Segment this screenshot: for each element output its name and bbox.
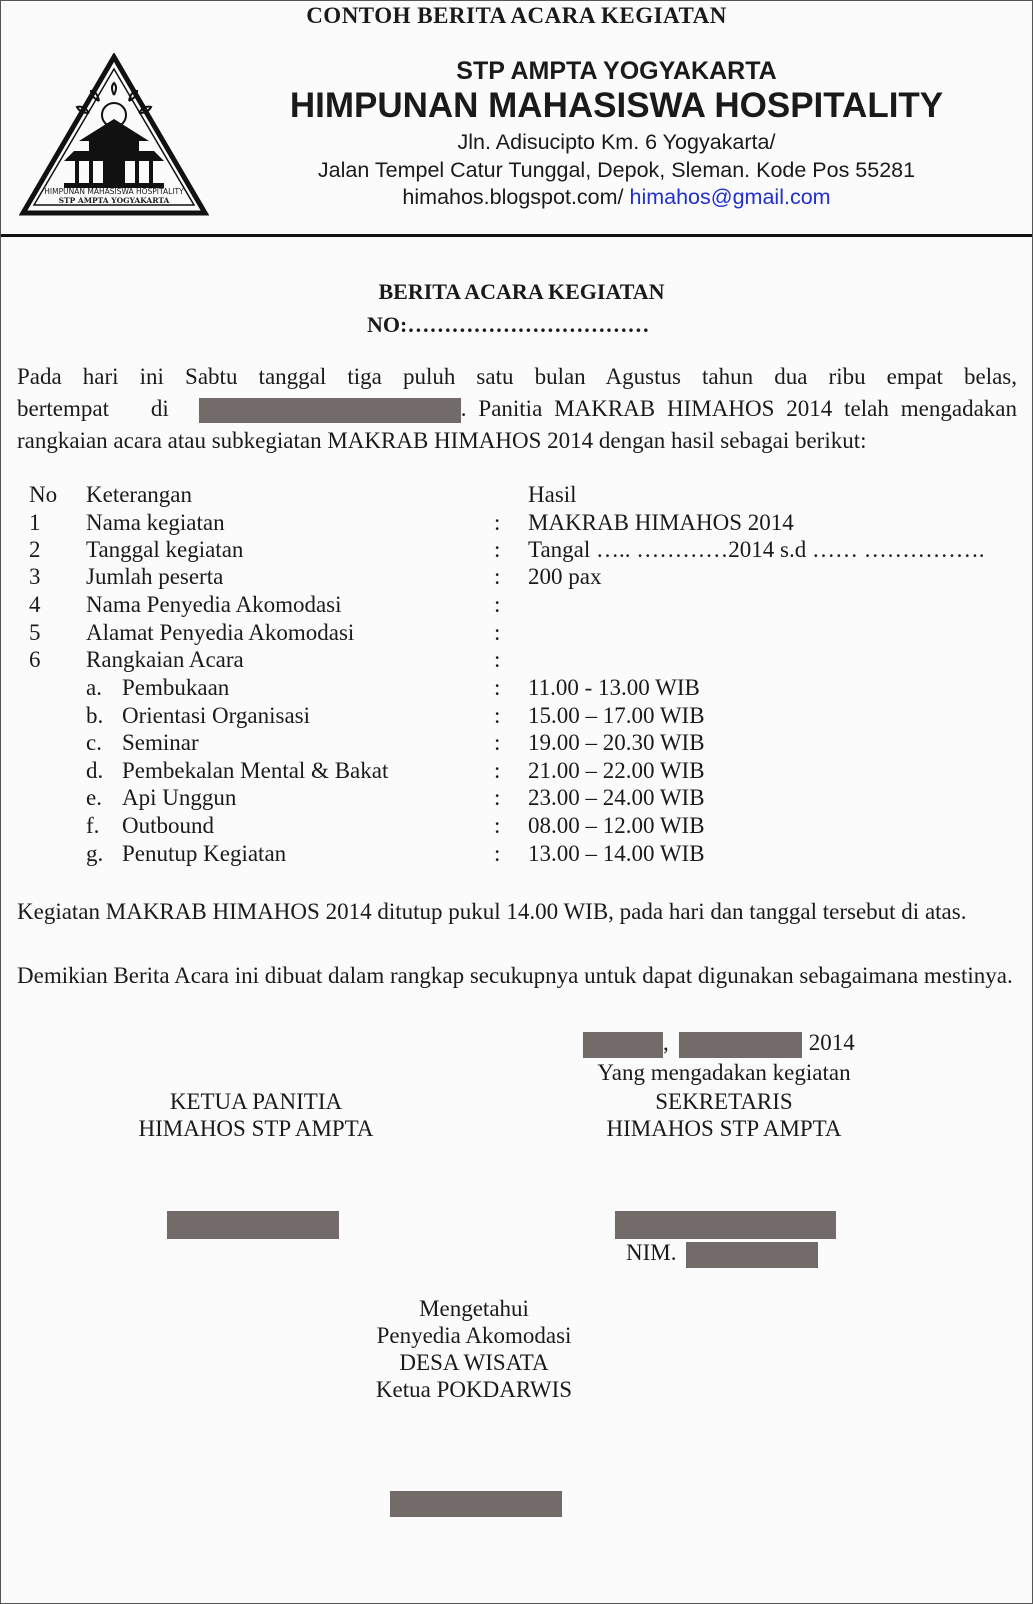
institution-name: STP AMPTA YOGYAKARTA: [456, 57, 777, 85]
schedule-item: [1, 730, 1032, 757]
row-colon: :: [494, 564, 501, 589]
ack-signature-name-redaction: [390, 1491, 562, 1517]
item-time: 21.00 – 22.00 WIB: [528, 758, 705, 783]
item-colon: :: [494, 675, 501, 700]
ack-line-2: Penyedia Akomodasi: [376, 1323, 572, 1348]
schedule-item: [1, 841, 1032, 868]
header-no: No: [29, 482, 58, 507]
item-time: 08.00 – 12.00 WIB: [528, 813, 705, 838]
item-letter: c.: [86, 730, 102, 755]
schedule-item: [1, 785, 1032, 812]
item-time: 23.00 – 24.00 WIB: [528, 785, 705, 810]
item-label: Api Unggun: [122, 785, 237, 810]
row-keterangan: Jumlah peserta: [86, 564, 224, 589]
table-row: [1, 564, 1032, 591]
nim-line: [626, 1240, 818, 1268]
item-label: Orientasi Organisasi: [122, 703, 311, 728]
item-colon: :: [494, 813, 501, 838]
location-redaction: [199, 398, 461, 423]
right-title-2: HIMAHOS STP AMPTA: [606, 1116, 842, 1141]
item-letter: f.: [86, 813, 100, 838]
item-letter: d.: [86, 758, 104, 783]
date-month-redaction: [679, 1032, 802, 1058]
row-no: 3: [29, 564, 41, 589]
item-letter: g.: [86, 841, 104, 866]
logo-caption-line2: STP AMPTA YOGYAKARTA: [58, 196, 170, 205]
address-line-2: Jalan Tempel Catur Tunggal, Depok, Sleman. Kode Pos 55281: [317, 158, 916, 182]
schedule-item: [1, 675, 1032, 702]
item-time: 11.00 - 13.00 WIB: [528, 675, 700, 700]
row-colon: :: [494, 537, 501, 562]
row-keterangan: Rangkaian Acara: [86, 647, 244, 672]
schedule-item: [1, 703, 1032, 730]
ack-line-4: Ketua POKDARWIS: [375, 1377, 573, 1402]
ack-line-3: DESA WISATA: [399, 1350, 549, 1375]
item-label: Pembukaan: [122, 675, 230, 700]
item-colon: :: [494, 785, 501, 810]
row-colon: :: [494, 620, 501, 645]
row-keterangan: Nama Penyedia Akomodasi: [86, 592, 342, 617]
blog-url[interactable]: himahos.blogspot.com/: [402, 185, 624, 209]
item-colon: :: [494, 758, 501, 783]
document-title: CONTOH BERITA ACARA KEGIATAN: [306, 3, 727, 28]
intro-bertempat: bertempat di: [17, 396, 169, 421]
date-comma: ,: [663, 1030, 669, 1055]
logo-caption-line1: HIMPUNAN MAHASISWA HOSPITALITY: [44, 187, 184, 196]
row-keterangan: Alamat Penyedia Akomodasi: [86, 620, 355, 645]
right-title-1: SEKRETARIS: [655, 1089, 793, 1114]
table-row: [1, 647, 1032, 674]
ack-line-1: Mengetahui: [419, 1296, 529, 1321]
closing-paragraph-1: Kegiatan MAKRAB HIMAHOS 2014 ditutup pukul 14.00 WIB, pada hari dan tanggal tersebut di atas.: [17, 899, 967, 924]
table-row: [1, 592, 1032, 619]
left-title-2: HIMAHOS STP AMPTA: [138, 1116, 374, 1141]
row-no: 5: [29, 620, 41, 645]
left-signature-block: [101, 1088, 411, 1142]
item-time: 19.00 – 20.30 WIB: [528, 730, 705, 755]
row-keterangan: Nama kegiatan: [86, 510, 225, 535]
address-line-1: Jln. Adisucipto Km. 6 Yogyakarta/: [457, 130, 776, 154]
report-number: NO:……………………………: [367, 312, 650, 337]
item-label: Outbound: [122, 813, 214, 838]
row-no: 2: [29, 537, 41, 562]
item-time: 15.00 – 17.00 WIB: [528, 703, 705, 728]
item-label: Seminar: [122, 730, 199, 755]
intro-rest: . Panitia MAKRAB HIMAHOS 2014 telah mengadakan rangkaian acara atau subkegiatan MAKRAB HIMAHOS 2014 dengan hasil sebagai berikut:: [17, 396, 1017, 453]
item-letter: e.: [86, 785, 102, 810]
header-keterangan: Keterangan: [86, 482, 192, 507]
table-row: [1, 620, 1032, 647]
row-colon: :: [494, 510, 501, 535]
signature-date: [583, 1030, 855, 1058]
acknowledgement-block: [311, 1295, 637, 1403]
right-signature-block: [561, 1088, 887, 1142]
left-signature-name-redaction: [167, 1211, 339, 1239]
right-signature-name-redaction: [615, 1211, 836, 1239]
row-hasil: Tangal ….. …………2014 s.d …… …………….: [528, 537, 985, 562]
nim-label: NIM.: [626, 1240, 677, 1265]
header-hasil: Hasil: [528, 482, 577, 507]
item-colon: :: [494, 730, 501, 755]
row-colon: :: [494, 592, 501, 617]
table-header-row: [1, 482, 1032, 509]
row-keterangan: Tanggal kegiatan: [86, 537, 244, 562]
row-hasil: MAKRAB HIMAHOS 2014: [528, 510, 794, 535]
report-heading: BERITA ACARA KEGIATAN: [378, 279, 665, 304]
table-row: [1, 510, 1032, 537]
date-year: 2014: [808, 1030, 855, 1055]
organizer-line: Yang mengadakan kegiatan: [597, 1060, 851, 1085]
contact-line: [1, 185, 1032, 210]
closing-paragraph-2: Demikian Berita Acara ini dibuat dalam rangkap secukupnya untuk dapat digunakan sebagaimana mestinya.: [17, 963, 1013, 988]
organization-name: HIMPUNAN MAHASISWA HOSPITALITY: [289, 86, 944, 125]
left-title-1: KETUA PANITIA: [169, 1089, 343, 1114]
date-day-redaction: [583, 1032, 663, 1058]
item-letter: a.: [86, 675, 102, 700]
schedule-item: [1, 758, 1032, 785]
intro-body: [17, 393, 1017, 457]
item-label: Penutup Kegiatan: [122, 841, 287, 866]
item-letter: b.: [86, 703, 104, 728]
row-hasil: 200 pax: [528, 564, 602, 589]
item-time: 13.00 – 14.00 WIB: [528, 841, 705, 866]
row-no: 6: [29, 647, 41, 672]
item-label: Pembekalan Mental & Bakat: [122, 758, 389, 783]
intro-line-1: Pada hari ini Sabtu tanggal tiga puluh satu bulan Agustus tahun dua ribu empat belas,: [17, 364, 1017, 389]
row-colon: :: [494, 647, 501, 672]
item-colon: :: [494, 841, 501, 866]
row-no: 4: [29, 592, 41, 617]
email-link[interactable]: himahos@gmail.com: [629, 185, 831, 209]
table-row: [1, 537, 1032, 564]
item-colon: :: [494, 703, 501, 728]
schedule-item: [1, 813, 1032, 840]
intro-paragraph: [17, 361, 1017, 457]
row-no: 1: [29, 510, 41, 535]
letterhead-divider: [1, 234, 1032, 237]
nim-redaction: [686, 1242, 818, 1268]
